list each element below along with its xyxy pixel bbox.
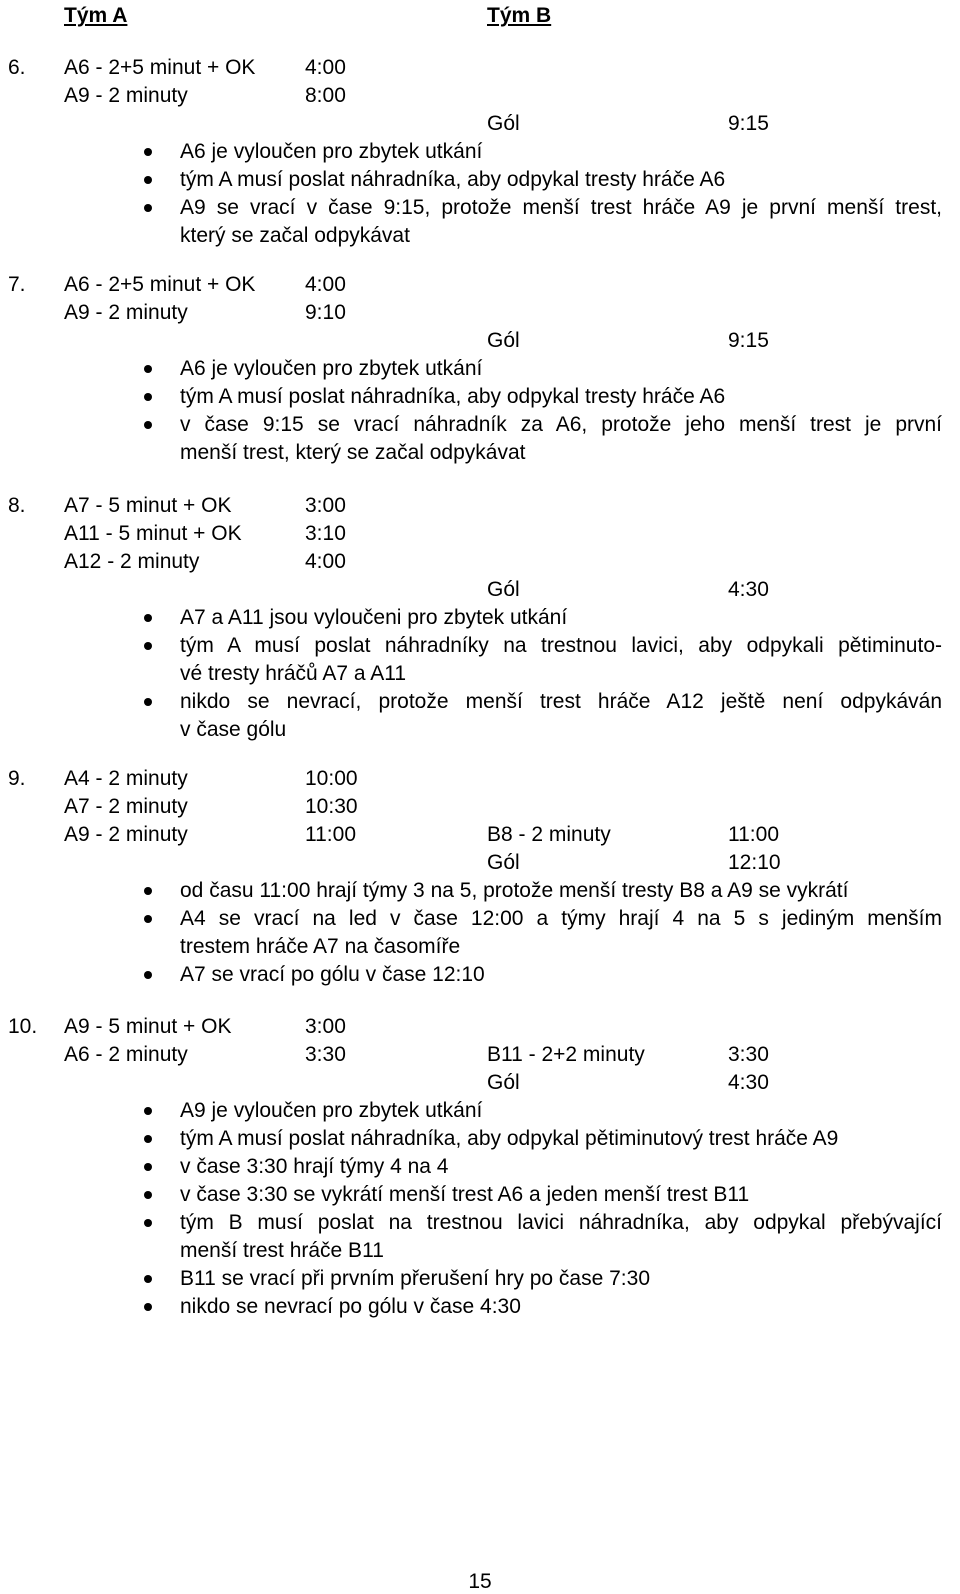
penalty-player: A9 - 5 minut + OK (64, 1015, 232, 1038)
bullet-text: trestem hráče A7 na časomíře (180, 935, 461, 958)
goal-time: 4:30 (728, 1071, 769, 1094)
bullet-text: tým B musí poslat na trestnou lavici náhradníka, aby odpykal přebývající (180, 1211, 942, 1234)
penalty-time: 9:10 (305, 301, 346, 324)
goal-time: 4:30 (728, 578, 769, 601)
bullet-text: tým A musí poslat náhradníka, aby odpykal tresty hráče A6 (180, 168, 726, 191)
penalty-player: A6 - 2 minuty (64, 1043, 188, 1066)
bullet-dot (144, 148, 152, 156)
goal-label: Gól (487, 1071, 520, 1094)
bullet-text: tým A musí poslat náhradníky na trestnou lavici, aby odpykali pětiminuto- (180, 634, 942, 657)
penalty-time: 8:00 (305, 84, 346, 107)
item-number: 8. (8, 494, 26, 517)
penalty-time: 10:00 (305, 767, 358, 790)
team-b-penalty-player: B11 - 2+2 minuty (487, 1043, 645, 1066)
bullet-text: A9 se vrací v čase 9:15, protože menší trest hráče A9 je první menší trest, (180, 196, 942, 219)
bullet-dot (144, 1191, 152, 1199)
bullet-text: v čase gólu (180, 718, 287, 741)
goal-label: Gól (487, 329, 520, 352)
penalty-player: A9 - 2 minuty (64, 301, 188, 324)
bullet-dot (144, 642, 152, 650)
bullet-text: B11 se vrací při prvním přerušení hry po čase 7:30 (180, 1267, 650, 1290)
goal-time: 9:15 (728, 112, 769, 135)
team-b-header: Tým B (487, 4, 552, 27)
penalty-time: 10:30 (305, 795, 358, 818)
bullet-text: tým A musí poslat náhradníka, aby odpykal tresty hráče A6 (180, 385, 726, 408)
penalty-player: A7 - 5 minut + OK (64, 494, 232, 517)
bullet-dot (144, 176, 152, 184)
page-number: 15 (468, 1570, 492, 1593)
penalty-time: 3:00 (305, 494, 346, 517)
bullet-text: od času 11:00 hrají týmy 3 na 5, protože menší tresty B8 a A9 se vykrátí (180, 879, 849, 902)
penalty-player: A4 - 2 minuty (64, 767, 188, 790)
goal-time: 9:15 (728, 329, 769, 352)
penalty-player: A6 - 2+5 minut + OK (64, 273, 256, 296)
goal-label: Gól (487, 578, 520, 601)
penalty-player: A11 - 5 minut + OK (64, 522, 242, 545)
bullet-dot (144, 1303, 152, 1311)
team-b-penalty-player: B8 - 2 minuty (487, 823, 611, 846)
bullet-text: v čase 9:15 se vrací náhradník za A6, protože jeho menší trest je první (180, 413, 942, 436)
bullet-dot (144, 1163, 152, 1171)
penalty-player: A9 - 2 minuty (64, 823, 188, 846)
team-b-penalty-time: 11:00 (728, 823, 779, 846)
bullet-dot (144, 887, 152, 895)
penalty-time: 4:00 (305, 273, 346, 296)
penalty-time: 3:10 (305, 522, 346, 545)
bullet-dot (144, 1107, 152, 1115)
penalty-player: A12 - 2 minuty (64, 550, 200, 573)
bullet-dot (144, 204, 152, 212)
bullet-text: A7 se vrací po gólu v čase 12:10 (180, 963, 485, 986)
bullet-text: menší trest, který se začal odpykávat (180, 441, 526, 464)
goal-label: Gól (487, 851, 520, 874)
penalty-time: 11:00 (305, 823, 356, 846)
penalty-time: 4:00 (305, 56, 346, 79)
penalty-player: A7 - 2 minuty (64, 795, 188, 818)
bullet-dot (144, 614, 152, 622)
bullet-text: A6 je vyloučen pro zbytek utkání (180, 140, 483, 163)
bullet-dot (144, 1135, 152, 1143)
bullet-text: tým A musí poslat náhradníka, aby odpykal pětiminutový trest hráče A9 (180, 1127, 839, 1150)
bullet-dot (144, 393, 152, 401)
bullet-text: nikdo se nevrací, protože menší trest hráče A12 ještě není odpykáván (180, 690, 942, 713)
bullet-text: A6 je vyloučen pro zbytek utkání (180, 357, 483, 380)
bullet-dot (144, 915, 152, 923)
bullet-dot (144, 421, 152, 429)
bullet-dot (144, 1219, 152, 1227)
bullet-text: A7 a A11 jsou vyloučeni pro zbytek utkání (180, 606, 568, 629)
goal-time: 12:10 (728, 851, 781, 874)
bullet-text: vé tresty hráčů A7 a A11 (180, 662, 407, 685)
item-number: 10. (8, 1015, 38, 1038)
bullet-text: A4 se vrací na led v čase 12:00 a týmy hrají 4 na 5 s jediným menším (180, 907, 942, 930)
penalty-player: A9 - 2 minuty (64, 84, 188, 107)
bullet-text: v čase 3:30 se vykrátí menší trest A6 a jeden menší trest B11 (180, 1183, 750, 1206)
penalty-time: 3:30 (305, 1043, 346, 1066)
bullet-text: menší trest hráče B11 (180, 1239, 384, 1262)
bullet-text: A9 je vyloučen pro zbytek utkání (180, 1099, 483, 1122)
bullet-dot (144, 365, 152, 373)
bullet-text: který se začal odpykávat (180, 224, 410, 247)
bullet-dot (144, 1275, 152, 1283)
goal-label: Gól (487, 112, 520, 135)
team-b-penalty-time: 3:30 (728, 1043, 769, 1066)
item-number: 6. (8, 56, 26, 79)
bullet-dot (144, 698, 152, 706)
bullet-text: v čase 3:30 hrají týmy 4 na 4 (180, 1155, 449, 1178)
bullet-dot (144, 971, 152, 979)
bullet-text: nikdo se nevrací po gólu v čase 4:30 (180, 1295, 521, 1318)
penalty-time: 4:00 (305, 550, 346, 573)
penalty-time: 3:00 (305, 1015, 346, 1038)
item-number: 9. (8, 767, 26, 790)
item-number: 7. (8, 273, 26, 296)
team-a-header: Tým A (64, 4, 128, 27)
penalty-player: A6 - 2+5 minut + OK (64, 56, 256, 79)
